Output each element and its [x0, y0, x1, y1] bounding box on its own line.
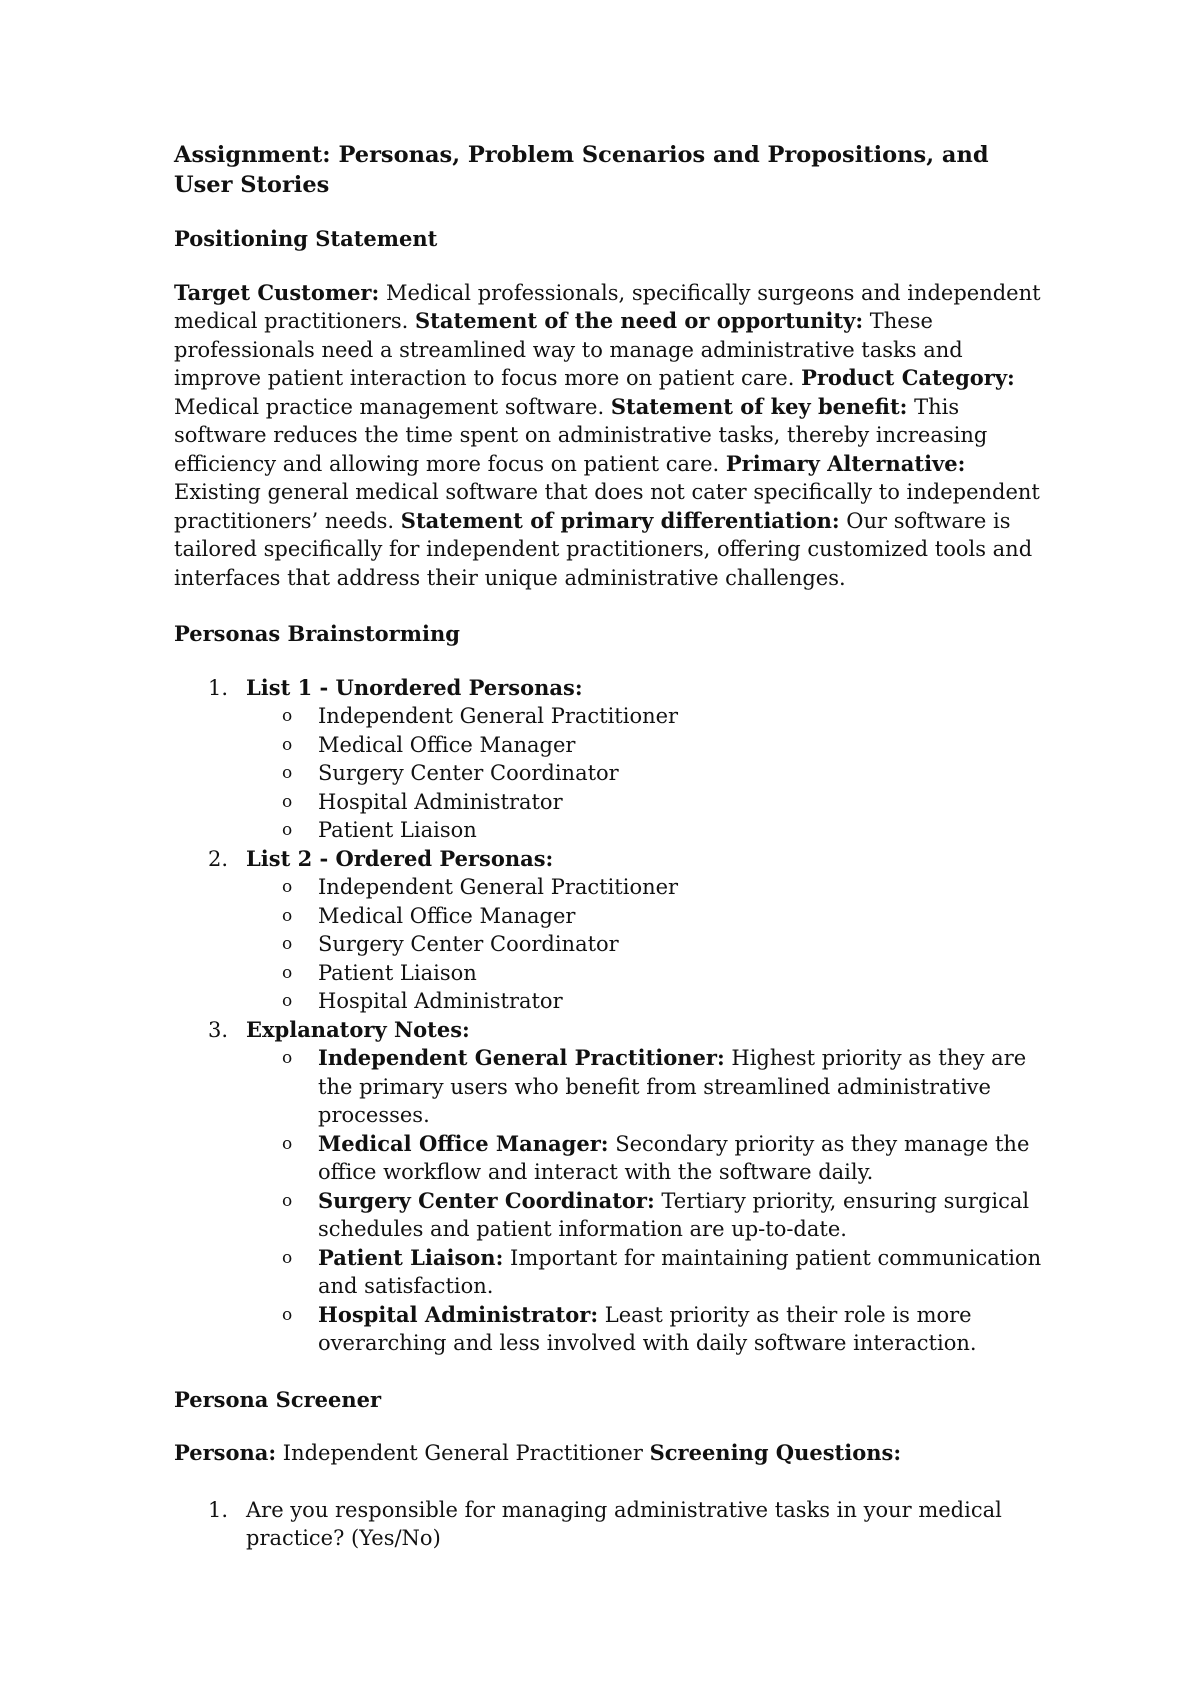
persona-label: Persona:	[174, 1440, 277, 1465]
persona-name: Independent General Practitioner	[318, 875, 679, 899]
note-label: Independent General Practitioner:	[318, 1045, 725, 1070]
note-text: Tertiary priority, ensuring surgical schedules and patient information are up-to-date.	[318, 1188, 1030, 1241]
primary-alternative-text: Existing general medical software that does not cater specifically to independent practitioners’ needs.	[174, 480, 1040, 533]
positioning-paragraph	[174, 279, 1044, 593]
question-text: Are you responsible for managing administrative tasks in your medical practice? (Yes/No)	[246, 1497, 1002, 1550]
list-number: 1.	[208, 675, 229, 700]
persona-name: Surgery Center Coordinator	[318, 932, 619, 956]
list-item	[246, 1244, 1044, 1301]
list-item	[246, 873, 1044, 902]
list-item	[246, 987, 1044, 1016]
bullet-icon: o	[282, 820, 293, 840]
persona-name: Patient Liaison	[318, 818, 477, 842]
list-item	[246, 702, 1044, 731]
bullet-icon: o	[282, 1190, 293, 1211]
list-item	[246, 788, 1044, 817]
need-text: These professionals need a streamlined way to manage administrative tasks and improve patient interaction to focus more on patient care.	[174, 309, 963, 390]
bullet-icon: o	[282, 934, 293, 954]
bullet-icon: o	[282, 706, 293, 726]
list-item	[174, 1016, 1044, 1358]
list-item	[246, 902, 1044, 931]
question-number: 1.	[208, 1497, 229, 1522]
list-label: List 1 - Unordered Personas:	[246, 674, 583, 700]
list-item	[246, 930, 1044, 959]
bullet-icon: o	[282, 1304, 293, 1325]
list-number: 2.	[208, 846, 229, 871]
list-item	[246, 1301, 1044, 1358]
screener-persona-line	[174, 1439, 1044, 1468]
ordered-personas-list	[246, 873, 1044, 1016]
note-text: Highest priority as they are the primary users who benefit from streamlined administrative processes.	[318, 1046, 1027, 1127]
persona-name: Medical Office Manager	[318, 732, 576, 757]
persona-text: Independent General Practitioner	[276, 1441, 650, 1465]
differentiation-text: Our software is tailored specifically for independent practitioners, offering customized tools and interfaces that address their unique administrative challenges.	[174, 508, 1033, 590]
list-item	[246, 816, 1044, 845]
note-text: Important for maintaining patient communication and satisfaction.	[318, 1245, 1042, 1298]
list-number: 3.	[208, 1017, 229, 1042]
bullet-icon: o	[282, 877, 293, 897]
list-item	[174, 674, 1044, 845]
list-item	[246, 731, 1044, 760]
note-text: Least priority as their role is more overarching and less involved with daily software interaction.	[318, 1302, 977, 1355]
bullet-icon: o	[282, 1247, 293, 1268]
screening-questions-label: Screening Questions:	[649, 1440, 902, 1465]
note-label: Medical Office Manager:	[318, 1130, 609, 1156]
document-title: Assignment: Personas, Problem Scenarios and Propositions, and User Stories	[174, 142, 989, 198]
bullet-icon: o	[282, 763, 293, 783]
list-item	[174, 845, 1044, 1016]
bullet-icon: o	[282, 1048, 293, 1068]
persona-name: Patient Liaison	[318, 960, 477, 985]
note-label: Hospital Administrator:	[318, 1301, 599, 1327]
product-category-label: Product Category:	[801, 365, 1015, 390]
unordered-personas-list	[246, 702, 1044, 845]
screener-heading: Persona Screener	[174, 1386, 382, 1412]
screening-questions-list	[174, 1496, 1044, 1553]
positioning-heading: Positioning Statement	[174, 226, 438, 251]
bullet-icon: o	[282, 962, 293, 983]
list-item	[246, 1187, 1044, 1244]
bullet-icon: o	[282, 1133, 293, 1154]
differentiation-label: Statement of primary differentiation:	[400, 507, 840, 533]
list-item	[174, 1496, 1044, 1553]
list-label: List 2 - Ordered Personas:	[246, 845, 554, 871]
persona-name: Independent General Practitioner	[318, 704, 679, 728]
primary-alternative-label: Primary Alternative:	[725, 450, 966, 476]
product-category-text: Medical practice management software.	[174, 394, 611, 419]
target-customer-label: Target Customer:	[174, 279, 380, 305]
note-label: Surgery Center Coordinator:	[318, 1187, 655, 1213]
bullet-icon: o	[282, 791, 293, 812]
note-label: Patient Liaison:	[318, 1244, 504, 1270]
document-page	[174, 140, 1044, 1553]
brainstorming-heading: Personas Brainstorming	[174, 621, 460, 646]
list-item	[246, 959, 1044, 988]
need-label: Statement of the need or opportunity:	[415, 308, 864, 333]
list-item	[246, 1044, 1044, 1130]
note-text: Secondary priority as they manage the office workflow and interact with the software daily.	[318, 1131, 1030, 1184]
persona-name: Hospital Administrator	[318, 789, 563, 814]
brainstorming-list	[174, 674, 1044, 1358]
persona-name: Medical Office Manager	[318, 903, 576, 928]
bullet-icon: o	[282, 905, 293, 926]
target-customer-text: Medical professionals, specifically surgeons and independent medical practitioners.	[174, 280, 1041, 333]
persona-name: Hospital Administrator	[318, 989, 563, 1013]
list-label: Explanatory Notes:	[246, 1016, 470, 1042]
list-item	[246, 1130, 1044, 1187]
explanatory-notes-list	[246, 1044, 1044, 1358]
key-benefit-text: This software reduces the time spent on administrative tasks, thereby increasing efficiency and allowing more focus on patient care.	[174, 394, 988, 476]
bullet-icon: o	[282, 991, 293, 1011]
list-item	[246, 759, 1044, 788]
bullet-icon: o	[282, 734, 293, 755]
persona-name: Surgery Center Coordinator	[318, 761, 619, 785]
key-benefit-label: Statement of key benefit:	[610, 393, 908, 419]
